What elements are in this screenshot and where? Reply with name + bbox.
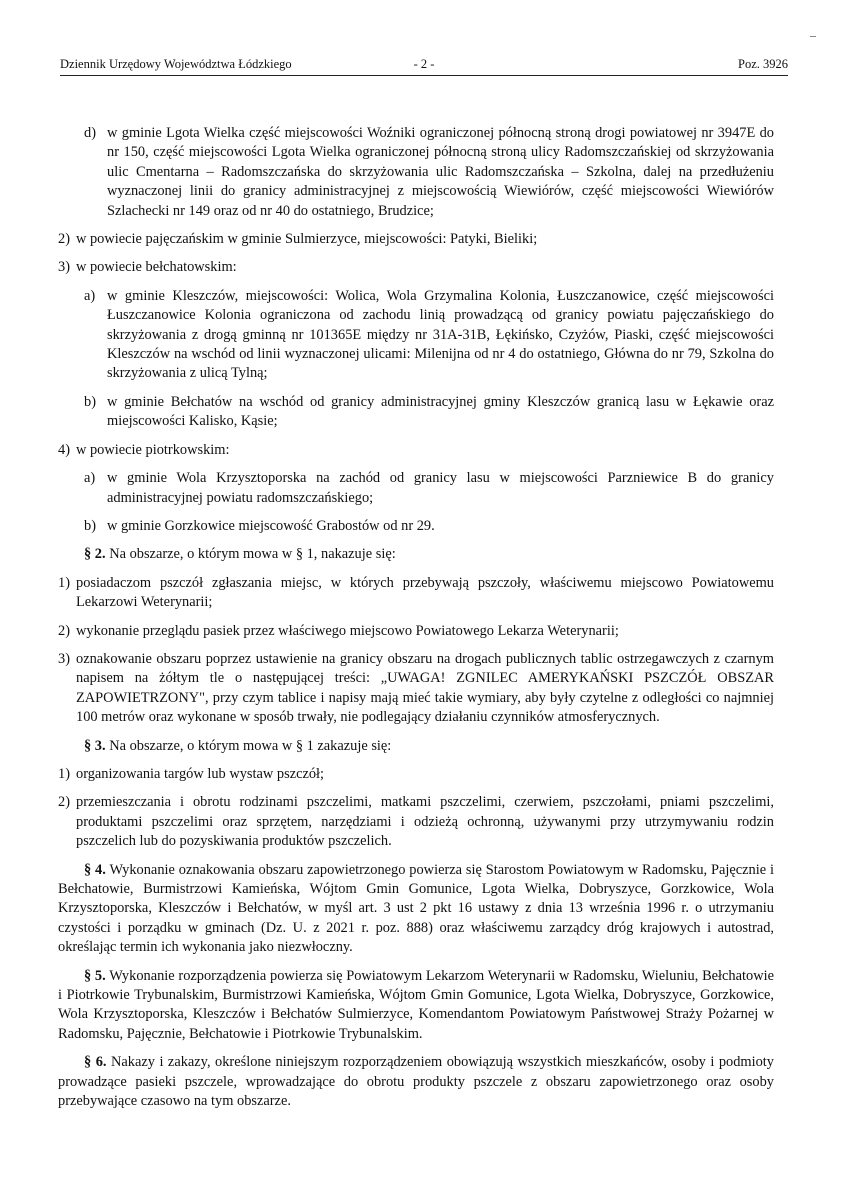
item-text: oznakowanie obszaru poprzez ustawienie na granicy obszaru na drogach publicznych tablic ostrzegawczych z czarnym napisem na żółtym tle o następującej treści: „UWAGA! ZGNILEC AMERYKAŃSKI PSZCZÓŁ OBSZAR ZAPOWIETRZONY", przy czym tablice i napisy mają mieć takie wymiary, aby były czytelne z odległości co najmniej 100 metrów oraz wykonane w sposób trwały, nie podlegający działaniu czynników atmosferycznych. [76,650,774,726]
item-marker: a) [84,287,96,304]
item-marker: 1) [58,765,70,782]
section-text: Wykonanie oznakowania obszaru zapowietrzonego powierza się Starostom Powiatowym w Radomsku, Pajęcznie i Bełchatowie, Burmistrzowi Kamieńska, Wójtom Gmin Gomunice, Lgota Wielka, Dobryszyce, Gorzkowice, Wola Krzysztoporska, Kleszczów i Bełchatów, w myśl art. 3 ust 2 pkt 16 ustawy z dnia 13 września 1996 r. o utrzymaniu czystości i porządku w gminach (Dz. U. z 2021 r. poz. 888) oraz właściwemu zarządcy dróg krajowych i autostrad, określając termin ich wykonania jako niezwłoczny. [58,861,774,956]
document-body [58,124,774,1120]
item-text: w gminie Lgota Wielka część miejscowości Woźniki ograniczonej północną stroną drogi powiatowej nr 3947E do nr 150, część miejscowości Lgota Wielka ograniczonej północną stroną ulicy Radomszczańskiej od skrzyżowania ulic Cmentarna – Radomszczańska do skrzyżowania ulic Radomszczańska – Szkolna, dalej na przedłużeniu wyznaczonej linii do granicy administracyjnej z miejscowością Wiewiórów, część miejscowości Wiewiórów Szlachecki nr 149 oraz od nr 40 do ostatniego, Brudzice; [107,125,774,219]
section-paragraph [58,737,774,756]
position-number: Poz. 3926 [738,57,788,71]
item-marker: 3) [58,259,70,276]
item-marker: b) [84,393,96,410]
page-number: - 2 - [413,57,435,71]
item-text: w gminie Wola Krzysztoporska na zachód od granicy lasu w miejscowości Parzniewice B do granicy administracyjnej powiatu radomszczańskiego; [107,470,774,506]
section-paragraph [58,545,774,564]
sub-list-item [58,287,774,384]
item-text: w powiecie piotrkowskim: [76,441,230,458]
sub-list-item [58,393,774,432]
sub-list-item [58,517,774,536]
item-marker: a) [84,470,96,487]
section-paragraph [58,1053,774,1111]
item-text: w gminie Gorzkowice miejscowość Grabostów od nr 29. [107,517,435,534]
list-item [58,765,774,784]
section-text: Wykonanie rozporządzenia powierza się Powiatowym Lekarzom Weterynarii w Radomsku, Wieluniu, Bełchatowie i Piotrkowie Trybunalskim, Burmistrzowi Kamieńska, Wójtom Gmin Gomunice, Lgota Wielka, Dobryszyce, Gorzkowice, Wola Krzysztoporska, Kleszczów i Bełchatów Sulmierzyce, Komendantom Powiatowym Państwowej Straży Pożarnej w Radomsku, Pajęcznie, Bełchatowie i Piotrkowie Trybunalskim. [58,967,774,1042]
list-item [58,650,774,728]
item-marker: d) [84,125,96,141]
scan-mark [810,36,816,37]
section-text: Nakazy i zakazy, określone niniejszym rozporządzeniem obowiązują wszystkich mieszkańców, osoby i podmioty prowadzące pasieki pszczele, wprowadzające do obrotu produkty pszczele z obszaru zapowietrzonego oraz osoby przebywające czasowo na tym obszarze. [58,1054,775,1110]
item-marker: 1) [58,574,70,591]
section-number: § 5. [84,967,106,984]
section-number: § 3. [84,737,106,754]
section-paragraph [58,861,774,958]
section-text: Na obszarze, o którym mowa w § 1, nakazuje się: [105,546,396,563]
item-text: posiadaczom pszczół zgłaszania miejsc, w których przebywają pszczoły, właściwemu miejscowo Powiatowemu Lekarzowi Weterynarii; [76,574,774,611]
item-text: organizowania targów lub wystaw pszczół; [76,765,325,782]
item-marker: 3) [58,650,70,667]
page-header [60,57,788,76]
item-text: wykonanie przeglądu pasiek przez właściwego miejscowo Powiatowego Lekarza Weterynarii; [76,622,619,639]
list-item [58,441,774,460]
list-item [58,258,774,277]
section-number: § 6. [84,1054,107,1071]
item-text: w powiecie pajęczańskim w gminie Sulmierzyce, miejscowości: Patyki, Bieliki; [76,231,538,248]
section-number: § 2. [84,546,106,563]
list-item [58,622,774,641]
item-text: przemieszczania i obrotu rodzinami pszczelimi, matkami pszczelimi, czerwiem, pszczołami, pniami pszczelimi, produktami pszczelimi oraz sprzętem, narzędziami i odzieżą ochronną, używanymi przy utrzymywaniu rodzin pszczelich lub do pozyskiwania produktów pszczelich. [76,794,774,850]
list-item [58,574,774,613]
item-marker: b) [84,517,96,534]
item-text: w gminie Kleszczów, miejscowości: Wolica, Wola Grzymalina Kolonia, Łuszczanowice, część miejscowości Łuszczanowice Kolonia ograniczona od zachodu linią prowadzącą od granicy powiatu pajęczańskiego do skrzyżowania z drogą gminną nr 101365E między nr 31A-31B, Łękińsko, Czyżów, Piaski, część miejscowości Kleszczów na wschód od linii wyznaczonej ulicami: Milenijna od nr 4 do ostatniego, Główna do nr 79, Szkolna do skrzyżowania z ulicą Tylną; [107,287,774,382]
list-item [58,793,774,851]
item-marker: 2) [58,622,70,639]
item-marker: 2) [58,231,70,248]
sub-list-item [58,469,774,508]
list-item [58,230,774,249]
section-text: Na obszarze, o którym mowa w § 1 zakazuje się: [105,737,392,754]
section-paragraph [58,967,774,1045]
item-marker: 4) [58,441,70,458]
item-text: w gminie Bełchatów na wschód od granicy administracyjnej gminy Kleszczów granicą lasu w Łękawie oraz miejscowości Kalisko, Kąsie; [107,393,774,430]
section-number: § 4. [84,861,106,878]
item-text: w powiecie bełchatowskim: [76,259,237,276]
sub-list-item [58,124,774,221]
journal-title: Dziennik Urzędowy Województwa Łódzkiego [60,57,292,71]
item-marker: 2) [58,794,70,811]
